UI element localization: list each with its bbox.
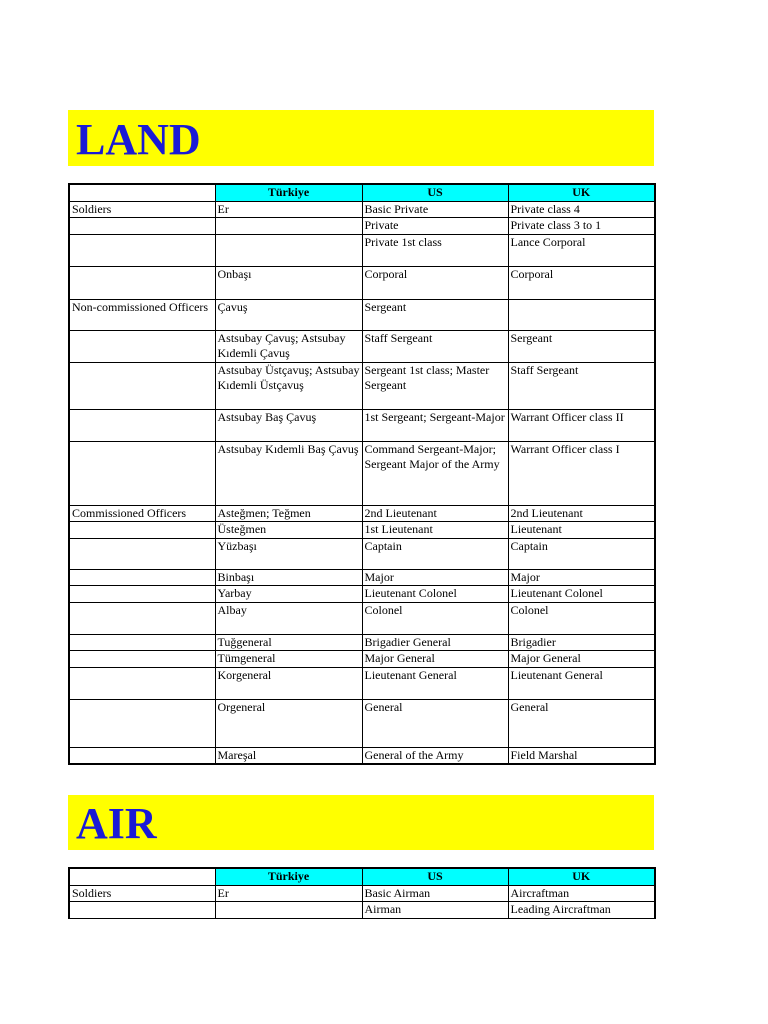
us-rank-cell: Major xyxy=(362,569,508,586)
uk-rank-cell: Field Marshal xyxy=(508,747,655,764)
uk-rank-cell: Aircraftman xyxy=(508,885,655,902)
us-rank-cell: Airman xyxy=(362,902,508,919)
turkiye-rank-cell: Astsubay Baş Çavuş xyxy=(215,409,362,441)
us-rank-cell: Command Sergeant-Major; Sergeant Major of the Army xyxy=(362,441,508,505)
land-section-banner xyxy=(68,110,654,166)
turkiye-rank-cell: Korgeneral xyxy=(215,667,362,699)
us-rank-cell: General of the Army xyxy=(362,747,508,764)
category-cell xyxy=(69,362,215,409)
land-table-row xyxy=(69,538,655,569)
land-table-row xyxy=(69,441,655,505)
land-table-row xyxy=(69,330,655,362)
uk-rank-cell: Warrant Officer class II xyxy=(508,409,655,441)
us-rank-cell: Corporal xyxy=(362,266,508,299)
us-rank-cell: Lieutenant General xyxy=(362,667,508,699)
land-rank-table xyxy=(68,183,656,765)
category-cell xyxy=(69,441,215,505)
uk-rank-cell: Major General xyxy=(508,651,655,668)
turkiye-rank-cell: Onbaşı xyxy=(215,266,362,299)
turkiye-rank-cell: Er xyxy=(215,885,362,902)
air-header-us: US xyxy=(362,868,508,885)
category-cell xyxy=(69,747,215,764)
category-cell xyxy=(69,569,215,586)
air-table-row xyxy=(69,902,655,919)
category-cell xyxy=(69,538,215,569)
turkiye-rank-cell: Er xyxy=(215,201,362,218)
turkiye-rank-cell xyxy=(215,218,362,235)
uk-rank-cell: Private class 3 to 1 xyxy=(508,218,655,235)
turkiye-rank-cell: Yüzbaşı xyxy=(215,538,362,569)
land-table-row xyxy=(69,586,655,603)
us-rank-cell: Captain xyxy=(362,538,508,569)
us-rank-cell: Staff Sergeant xyxy=(362,330,508,362)
category-cell xyxy=(69,634,215,651)
turkiye-rank-cell xyxy=(215,234,362,266)
land-table-row xyxy=(69,634,655,651)
land-header-turkiye: Türkiye xyxy=(215,184,362,201)
category-cell xyxy=(69,651,215,668)
us-rank-cell: 1st Sergeant; Sergeant-Major xyxy=(362,409,508,441)
category-cell: Commissioned Officers xyxy=(69,505,215,522)
uk-rank-cell: Lieutenant xyxy=(508,522,655,539)
land-section-title: LAND xyxy=(76,115,201,164)
category-cell xyxy=(69,409,215,441)
category-cell xyxy=(69,266,215,299)
uk-rank-cell: Colonel xyxy=(508,602,655,634)
land-table-row xyxy=(69,505,655,522)
category-cell xyxy=(69,902,215,919)
turkiye-rank-cell: Çavuş xyxy=(215,299,362,330)
us-rank-cell: Basic Airman xyxy=(362,885,508,902)
uk-rank-cell: Lieutenant General xyxy=(508,667,655,699)
uk-rank-cell xyxy=(508,299,655,330)
category-cell xyxy=(69,602,215,634)
turkiye-rank-cell: Üsteğmen xyxy=(215,522,362,539)
uk-rank-cell: Major xyxy=(508,569,655,586)
category-cell: Soldiers xyxy=(69,201,215,218)
uk-rank-cell: General xyxy=(508,699,655,747)
turkiye-rank-cell: Tuğgeneral xyxy=(215,634,362,651)
uk-rank-cell: Lance Corporal xyxy=(508,234,655,266)
uk-rank-cell: Brigadier xyxy=(508,634,655,651)
category-cell xyxy=(69,699,215,747)
land-table-row xyxy=(69,362,655,409)
us-rank-cell: Sergeant 1st class; Master Sergeant xyxy=(362,362,508,409)
category-cell: Soldiers xyxy=(69,885,215,902)
turkiye-rank-cell: Yarbay xyxy=(215,586,362,603)
uk-rank-cell: Corporal xyxy=(508,266,655,299)
us-rank-cell: General xyxy=(362,699,508,747)
category-cell xyxy=(69,330,215,362)
uk-rank-cell: Staff Sergeant xyxy=(508,362,655,409)
us-rank-cell: Private 1st class xyxy=(362,234,508,266)
uk-rank-cell: Warrant Officer class I xyxy=(508,441,655,505)
us-rank-cell: Private xyxy=(362,218,508,235)
turkiye-rank-cell: Albay xyxy=(215,602,362,634)
land-table-row xyxy=(69,522,655,539)
us-rank-cell: Brigadier General xyxy=(362,634,508,651)
land-table-row xyxy=(69,569,655,586)
land-table-row xyxy=(69,218,655,235)
category-cell xyxy=(69,218,215,235)
land-header-us: US xyxy=(362,184,508,201)
category-cell xyxy=(69,522,215,539)
air-section-title: AIR xyxy=(76,799,157,848)
land-table-row xyxy=(69,602,655,634)
category-cell xyxy=(69,667,215,699)
us-rank-cell: 1st Lieutenant xyxy=(362,522,508,539)
uk-rank-cell: Private class 4 xyxy=(508,201,655,218)
us-rank-cell: Sergeant xyxy=(362,299,508,330)
land-table-row xyxy=(69,409,655,441)
category-cell: Non-commissioned Officers xyxy=(69,299,215,330)
uk-rank-cell: Captain xyxy=(508,538,655,569)
uk-rank-cell: Lieutenant Colonel xyxy=(508,586,655,603)
air-rank-table xyxy=(68,867,656,919)
us-rank-cell: 2nd Lieutenant xyxy=(362,505,508,522)
land-table-row xyxy=(69,299,655,330)
category-cell xyxy=(69,234,215,266)
land-header-blank xyxy=(69,184,215,201)
turkiye-rank-cell xyxy=(215,902,362,919)
air-header-uk: UK xyxy=(508,868,655,885)
category-cell xyxy=(69,586,215,603)
turkiye-rank-cell: Astsubay Üstçavuş; Astsubay Kıdemli Üstçavuş xyxy=(215,362,362,409)
turkiye-rank-cell: Tümgeneral xyxy=(215,651,362,668)
land-table-row xyxy=(69,651,655,668)
uk-rank-cell: Leading Aircraftman xyxy=(508,902,655,919)
air-table-row xyxy=(69,885,655,902)
air-header-blank xyxy=(69,868,215,885)
air-header-turkiye: Türkiye xyxy=(215,868,362,885)
land-table-row xyxy=(69,699,655,747)
turkiye-rank-cell: Astsubay Çavuş; Astsubay Kıdemli Çavuş xyxy=(215,330,362,362)
land-table-row xyxy=(69,747,655,764)
uk-rank-cell: Sergeant xyxy=(508,330,655,362)
land-table-row xyxy=(69,201,655,218)
land-table-row xyxy=(69,667,655,699)
land-header-row xyxy=(69,184,655,201)
turkiye-rank-cell: Orgeneral xyxy=(215,699,362,747)
air-header-row xyxy=(69,868,655,885)
land-table-row xyxy=(69,234,655,266)
air-section-banner xyxy=(68,795,654,850)
us-rank-cell: Basic Private xyxy=(362,201,508,218)
uk-rank-cell: 2nd Lieutenant xyxy=(508,505,655,522)
us-rank-cell: Lieutenant Colonel xyxy=(362,586,508,603)
turkiye-rank-cell: Asteğmen; Teğmen xyxy=(215,505,362,522)
land-header-uk: UK xyxy=(508,184,655,201)
turkiye-rank-cell: Mareşal xyxy=(215,747,362,764)
us-rank-cell: Major General xyxy=(362,651,508,668)
us-rank-cell: Colonel xyxy=(362,602,508,634)
turkiye-rank-cell: Astsubay Kıdemli Baş Çavuş xyxy=(215,441,362,505)
land-table-row xyxy=(69,266,655,299)
turkiye-rank-cell: Binbaşı xyxy=(215,569,362,586)
